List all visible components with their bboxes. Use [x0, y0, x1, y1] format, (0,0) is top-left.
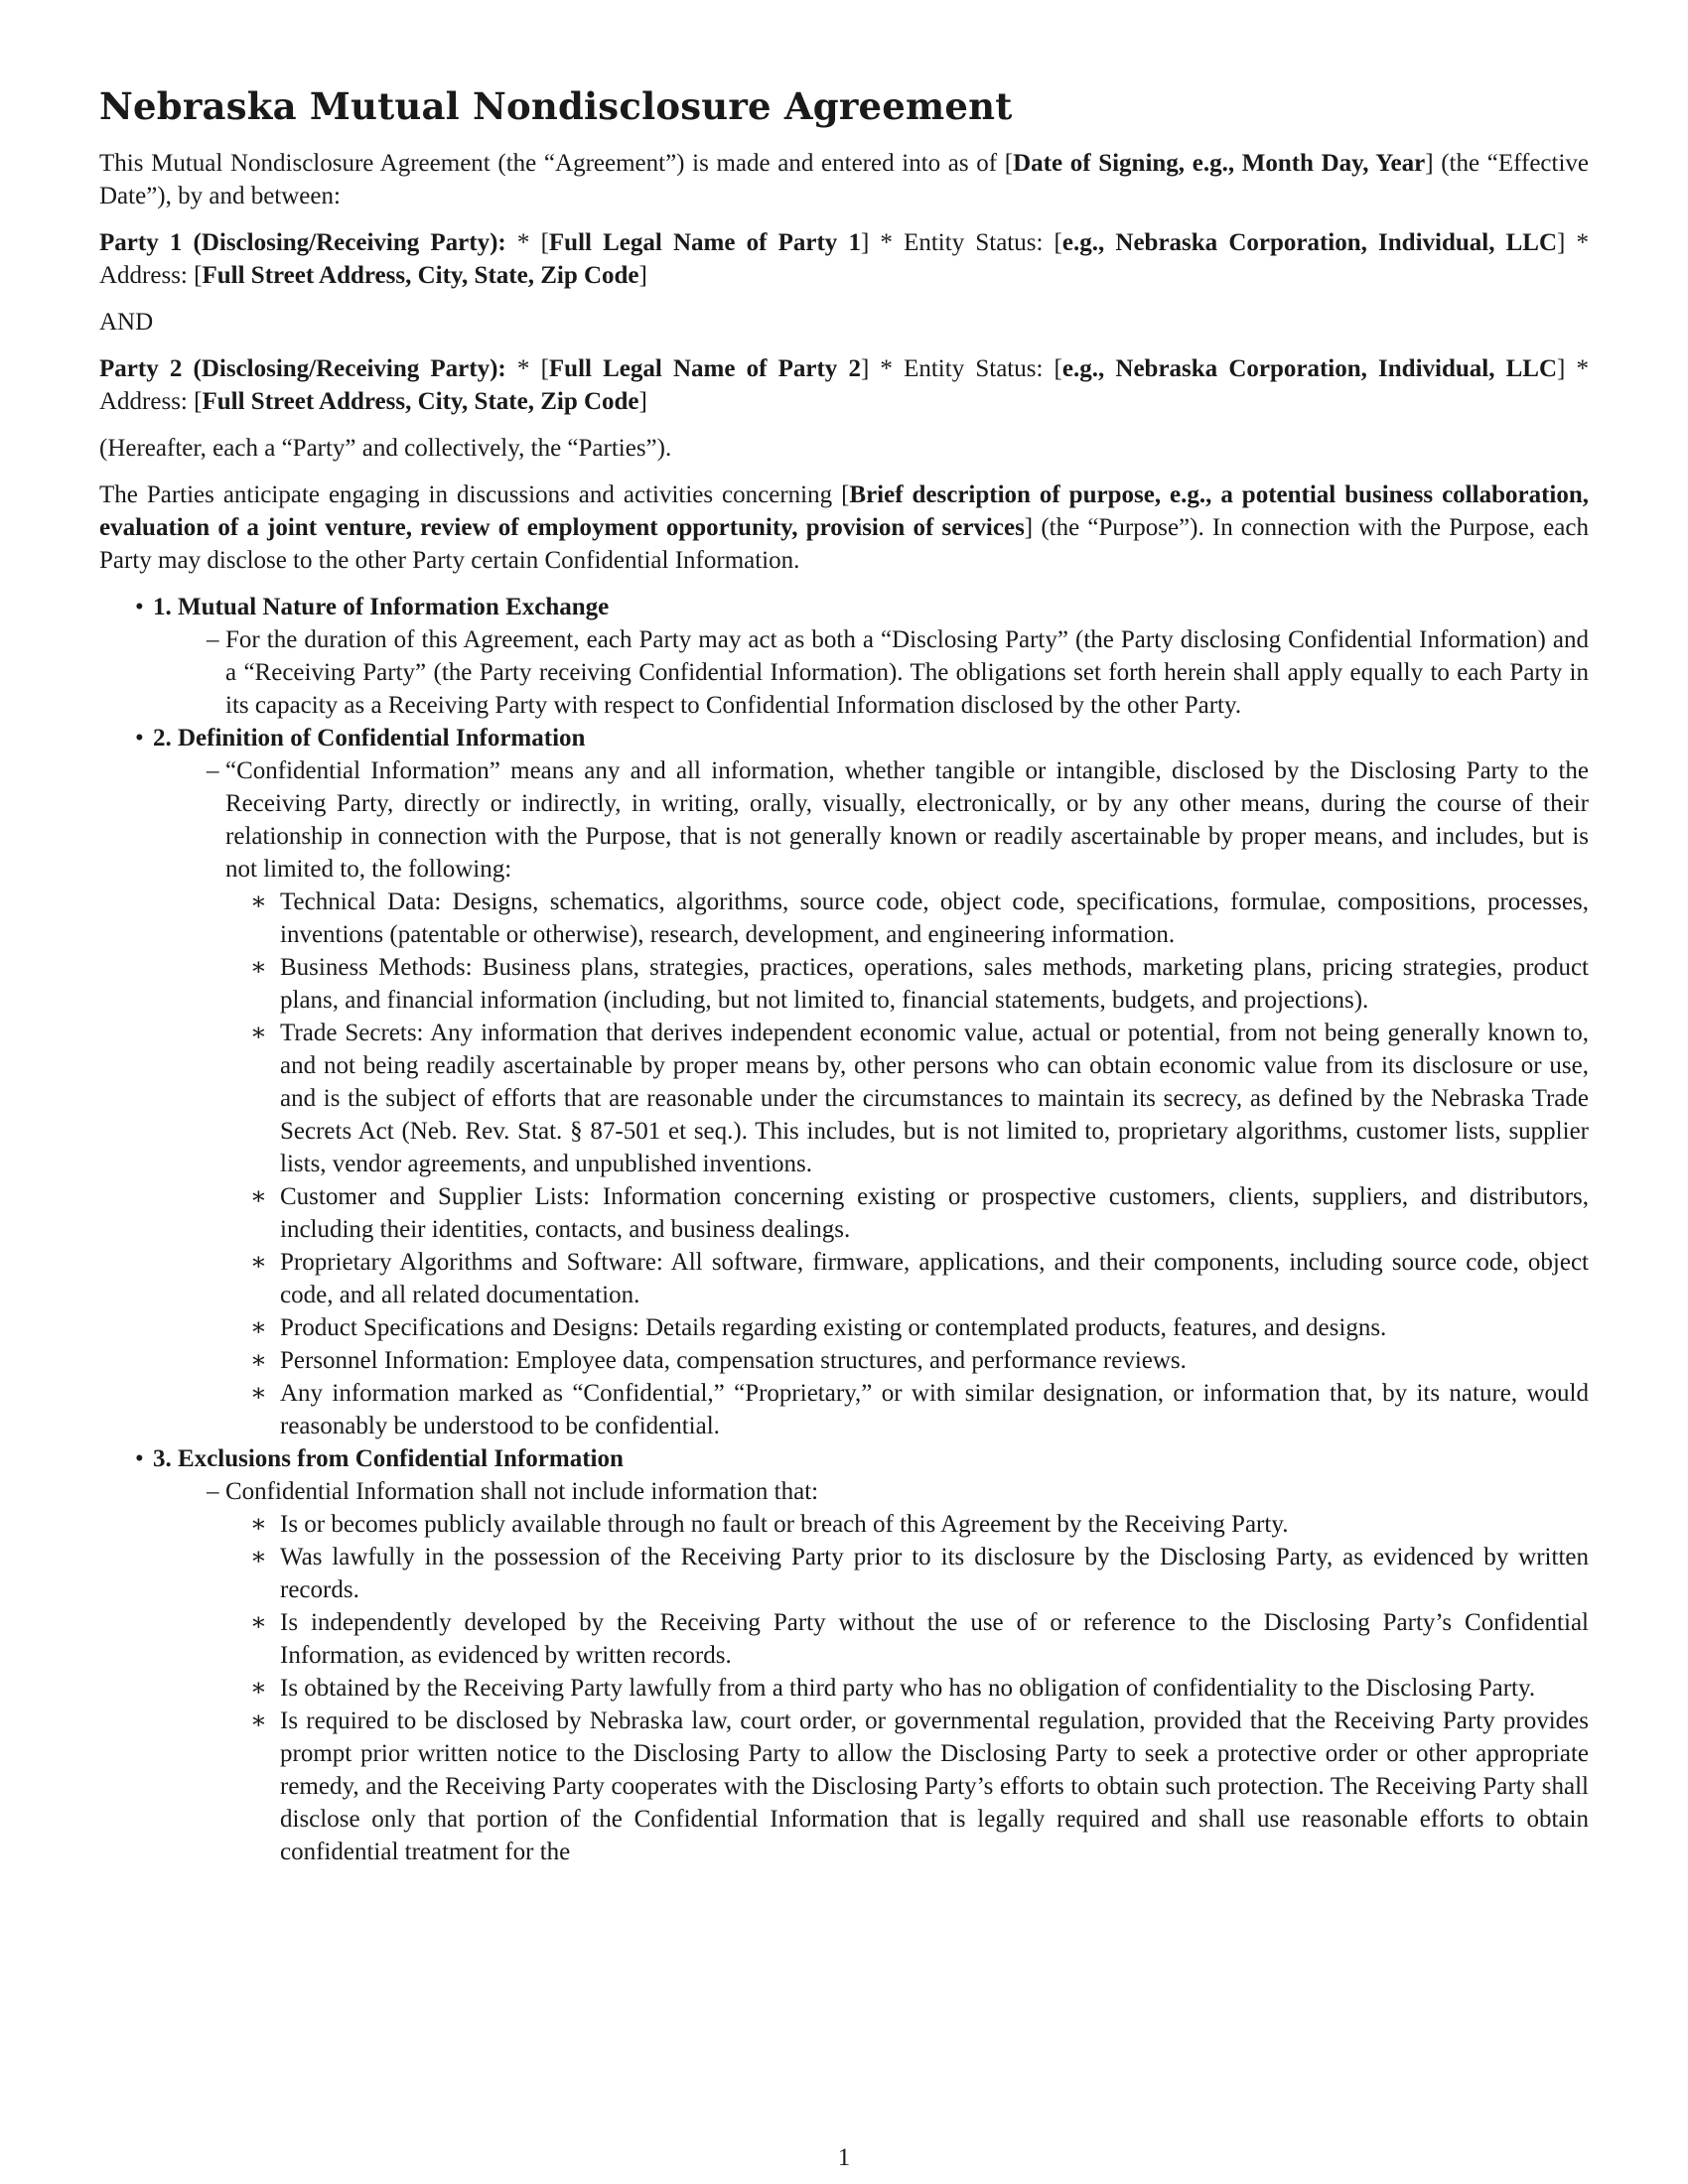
section-3-body: [99, 1475, 1589, 1868]
section-2-body: [99, 754, 1589, 1442]
date-placeholder: Date of Signing, e.g., Month Day, Year: [1013, 150, 1426, 177]
list-item: [99, 1311, 1589, 1344]
sep: ]: [638, 262, 647, 289]
sep: ] * Entity Status: [: [860, 229, 1062, 256]
asterisk-icon: ∗: [250, 1249, 267, 1276]
sep: ] * Address: [: [99, 229, 1590, 289]
list-item: [99, 1344, 1589, 1377]
section-title: 3. Exclusions from Confidential Information: [153, 1445, 624, 1472]
list-item: [99, 1246, 1589, 1311]
list-item: [99, 1672, 1589, 1705]
party-1-address: Full Street Address, City, State, Zip Code: [202, 262, 639, 289]
item-text: Customer and Supplier Lists: Information concerning existing or prospective customers, clients, suppliers, and distributors, including their identities, contacts, and business dealings.: [280, 1183, 1589, 1243]
party-2-label: Party 2 (Disclosing/Receiving Party):: [99, 355, 506, 382]
item-text: Business Methods: Business plans, strategies, practices, operations, sales methods, marketing plans, pricing strategies, product plans, and financial information (including, but not limited to, financial statements, budgets, and projections).: [280, 954, 1589, 1014]
item-text: Was lawfully in the possession of the Receiving Party prior to its disclosure by the Disclosing Party, as evidenced by written records.: [280, 1544, 1589, 1603]
section-1-body: [99, 623, 1589, 722]
purpose-paragraph: [99, 478, 1589, 577]
item-text: Is required to be disclosed by Nebraska law, court order, or governmental regulation, provided that the Receiving Party provides prompt prior written notice to the Disclosing Party to allow the Disclosing Party to seek a protective order or other appropriate remedy, and the Receiving Party cooperates with the Disclosing Party’s efforts to obtain such protection. The Receiving Party shall disclose only that portion of the Confidential Information that is legally required and shall use reasonable efforts to obtain confidential treatment for the: [280, 1707, 1589, 1865]
bullet-icon: •: [135, 594, 144, 620]
list-item: [99, 886, 1589, 951]
asterisk-icon: ∗: [250, 954, 267, 981]
dash-icon: –: [207, 626, 219, 653]
list-item: [99, 1705, 1589, 1868]
asterisk-icon: ∗: [250, 1707, 267, 1734]
item-text: Is obtained by the Receiving Party lawfully from a third party who has no obligation of confidentiality to the Disclosing Party.: [280, 1675, 1536, 1702]
section-title: 2. Definition of Confidential Information: [153, 725, 586, 751]
asterisk-icon: ∗: [250, 888, 267, 915]
list-item: [99, 1377, 1589, 1442]
intro-text: ] (the “Effective Date”), by and between:: [99, 150, 1590, 209]
section-2: [99, 722, 1589, 1442]
party-2-block: [99, 352, 1589, 418]
list-item: [99, 951, 1589, 1017]
party-2-name: Full Legal Name of Party 2: [548, 355, 861, 382]
party-1-block: [99, 226, 1589, 292]
section-2-items: [225, 886, 1589, 1442]
item-text: Any information marked as “Confidential,” “Proprietary,” or with similar designation, or information that, by its nature, would reasonably be understood to be confidential.: [280, 1380, 1589, 1439]
list-item: [99, 1606, 1589, 1672]
asterisk-icon: ∗: [250, 1020, 267, 1046]
section-title: 1. Mutual Nature of Information Exchange: [153, 594, 610, 620]
asterisk-icon: ∗: [250, 1183, 267, 1210]
section-1: [99, 591, 1589, 722]
item-text: Personnel Information: Employee data, compensation structures, and performance reviews.: [280, 1347, 1187, 1374]
section-3-items: [225, 1508, 1589, 1868]
item-text: Trade Secrets: Any information that derives independent economic value, actual or potential, from not being generally known to, and not being readily ascertainable by proper means by, other persons who can obtain economic value from its disclosure or use, and is the subject of efforts that are reasonable under the circumstances to maintain its secrecy, as defined by the Nebraska Trade Secrets Act (Neb. Rev. Stat. § 87-501 et seq.). This includes, but is not limited to, proprietary algorithms, customer lists, supplier lists, vendor agreements, and unpublished inventions.: [280, 1020, 1589, 1177]
asterisk-icon: ∗: [250, 1511, 267, 1538]
document-page: [99, 83, 1589, 1868]
party-2-address: Full Street Address, City, State, Zip Code: [202, 388, 639, 415]
page-number: 1: [837, 2144, 851, 2171]
item-text: Is independently developed by the Receiving Party without the use of or reference to the Disclosing Party’s Confidential Information, as evidenced by written records.: [280, 1609, 1589, 1669]
bullet-icon: •: [135, 1445, 144, 1472]
asterisk-icon: ∗: [250, 1675, 267, 1702]
section-text: For the duration of this Agreement, each Party may act as both a “Disclosing Party” (the Party disclosing Confidential Information) and a “Receiving Party” (the Party receiving Confidential Information). The obligations set forth herein shall apply equally to each Party in its capacity as a Receiving Party with respect to Confidential Information disclosed by the other Party.: [225, 626, 1589, 719]
bullet-icon: •: [135, 725, 144, 751]
sep: * [: [505, 355, 549, 382]
party-1-label: Party 1 (Disclosing/Receiving Party):: [99, 229, 506, 256]
asterisk-icon: ∗: [250, 1609, 267, 1636]
section-text: “Confidential Information” means any and all information, whether tangible or intangible, disclosed by the Disclosing Party to the Receiving Party, directly or indirectly, in writing, orally, visually, electronically, or by any other means, during the course of their relationship in connection with the Purpose, that is not generally known or readily ascertainable by proper means, and includes, but is not limited to, the following:: [225, 757, 1589, 883]
item-text: Proprietary Algorithms and Software: All software, firmware, applications, and their components, including source code, object code, and all related documentation.: [280, 1249, 1589, 1308]
party-2-status: e.g., Nebraska Corporation, Individual, LLC: [1061, 355, 1558, 382]
list-item: [99, 1180, 1589, 1246]
intro-text: This Mutual Nondisclosure Agreement (the “Agreement”) is made and entered into as of [: [99, 150, 1014, 177]
dash-icon: –: [207, 1478, 219, 1505]
purpose-text: The Parties anticipate engaging in discussions and activities concerning [: [99, 481, 850, 508]
dash-icon: –: [207, 757, 219, 784]
item-text: Product Specifications and Designs: Details regarding existing or contemplated products, features, and designs.: [280, 1314, 1387, 1341]
purpose-placeholder: Brief description of purpose, e.g., a potential business collaboration, evaluation of a joint venture, review of employment opportunity, provision of services: [99, 481, 1589, 541]
sections-list: [99, 591, 1589, 1868]
sep: ] * Entity Status: [: [860, 355, 1062, 382]
hereafter-paragraph: (Hereafter, each a “Party” and collectively, the “Parties”).: [99, 435, 672, 462]
section-text: Confidential Information shall not include information that:: [225, 1478, 819, 1505]
sep: ]: [638, 388, 647, 415]
asterisk-icon: ∗: [250, 1314, 267, 1341]
list-item: [99, 1017, 1589, 1180]
list-item: [99, 1541, 1589, 1606]
party-1-name: Full Legal Name of Party 1: [548, 229, 861, 256]
asterisk-icon: ∗: [250, 1544, 267, 1570]
party-1-status: e.g., Nebraska Corporation, Individual, LLC: [1061, 229, 1558, 256]
asterisk-icon: ∗: [250, 1380, 267, 1407]
sep: * [: [505, 229, 549, 256]
asterisk-icon: ∗: [250, 1347, 267, 1374]
item-text: Technical Data: Designs, schematics, algorithms, source code, object code, specifications, formulae, compositions, processes, inventions (patentable or otherwise), research, development, and engineering information.: [280, 888, 1589, 948]
intro-paragraph: [99, 147, 1589, 212]
purpose-text: ] (the “Purpose”). In connection with the Purpose, each Party may disclose to the other Party certain Confidential Information.: [99, 514, 1589, 574]
section-3: [99, 1442, 1589, 1868]
sep: ] * Address: [: [99, 355, 1590, 415]
and-separator: AND: [99, 309, 154, 336]
list-item: [99, 1508, 1589, 1541]
document-title: Nebraska Mutual Nondisclosure Agreement: [99, 84, 1013, 128]
item-text: Is or becomes publicly available through no fault or breach of this Agreement by the Receiving Party.: [280, 1511, 1289, 1538]
